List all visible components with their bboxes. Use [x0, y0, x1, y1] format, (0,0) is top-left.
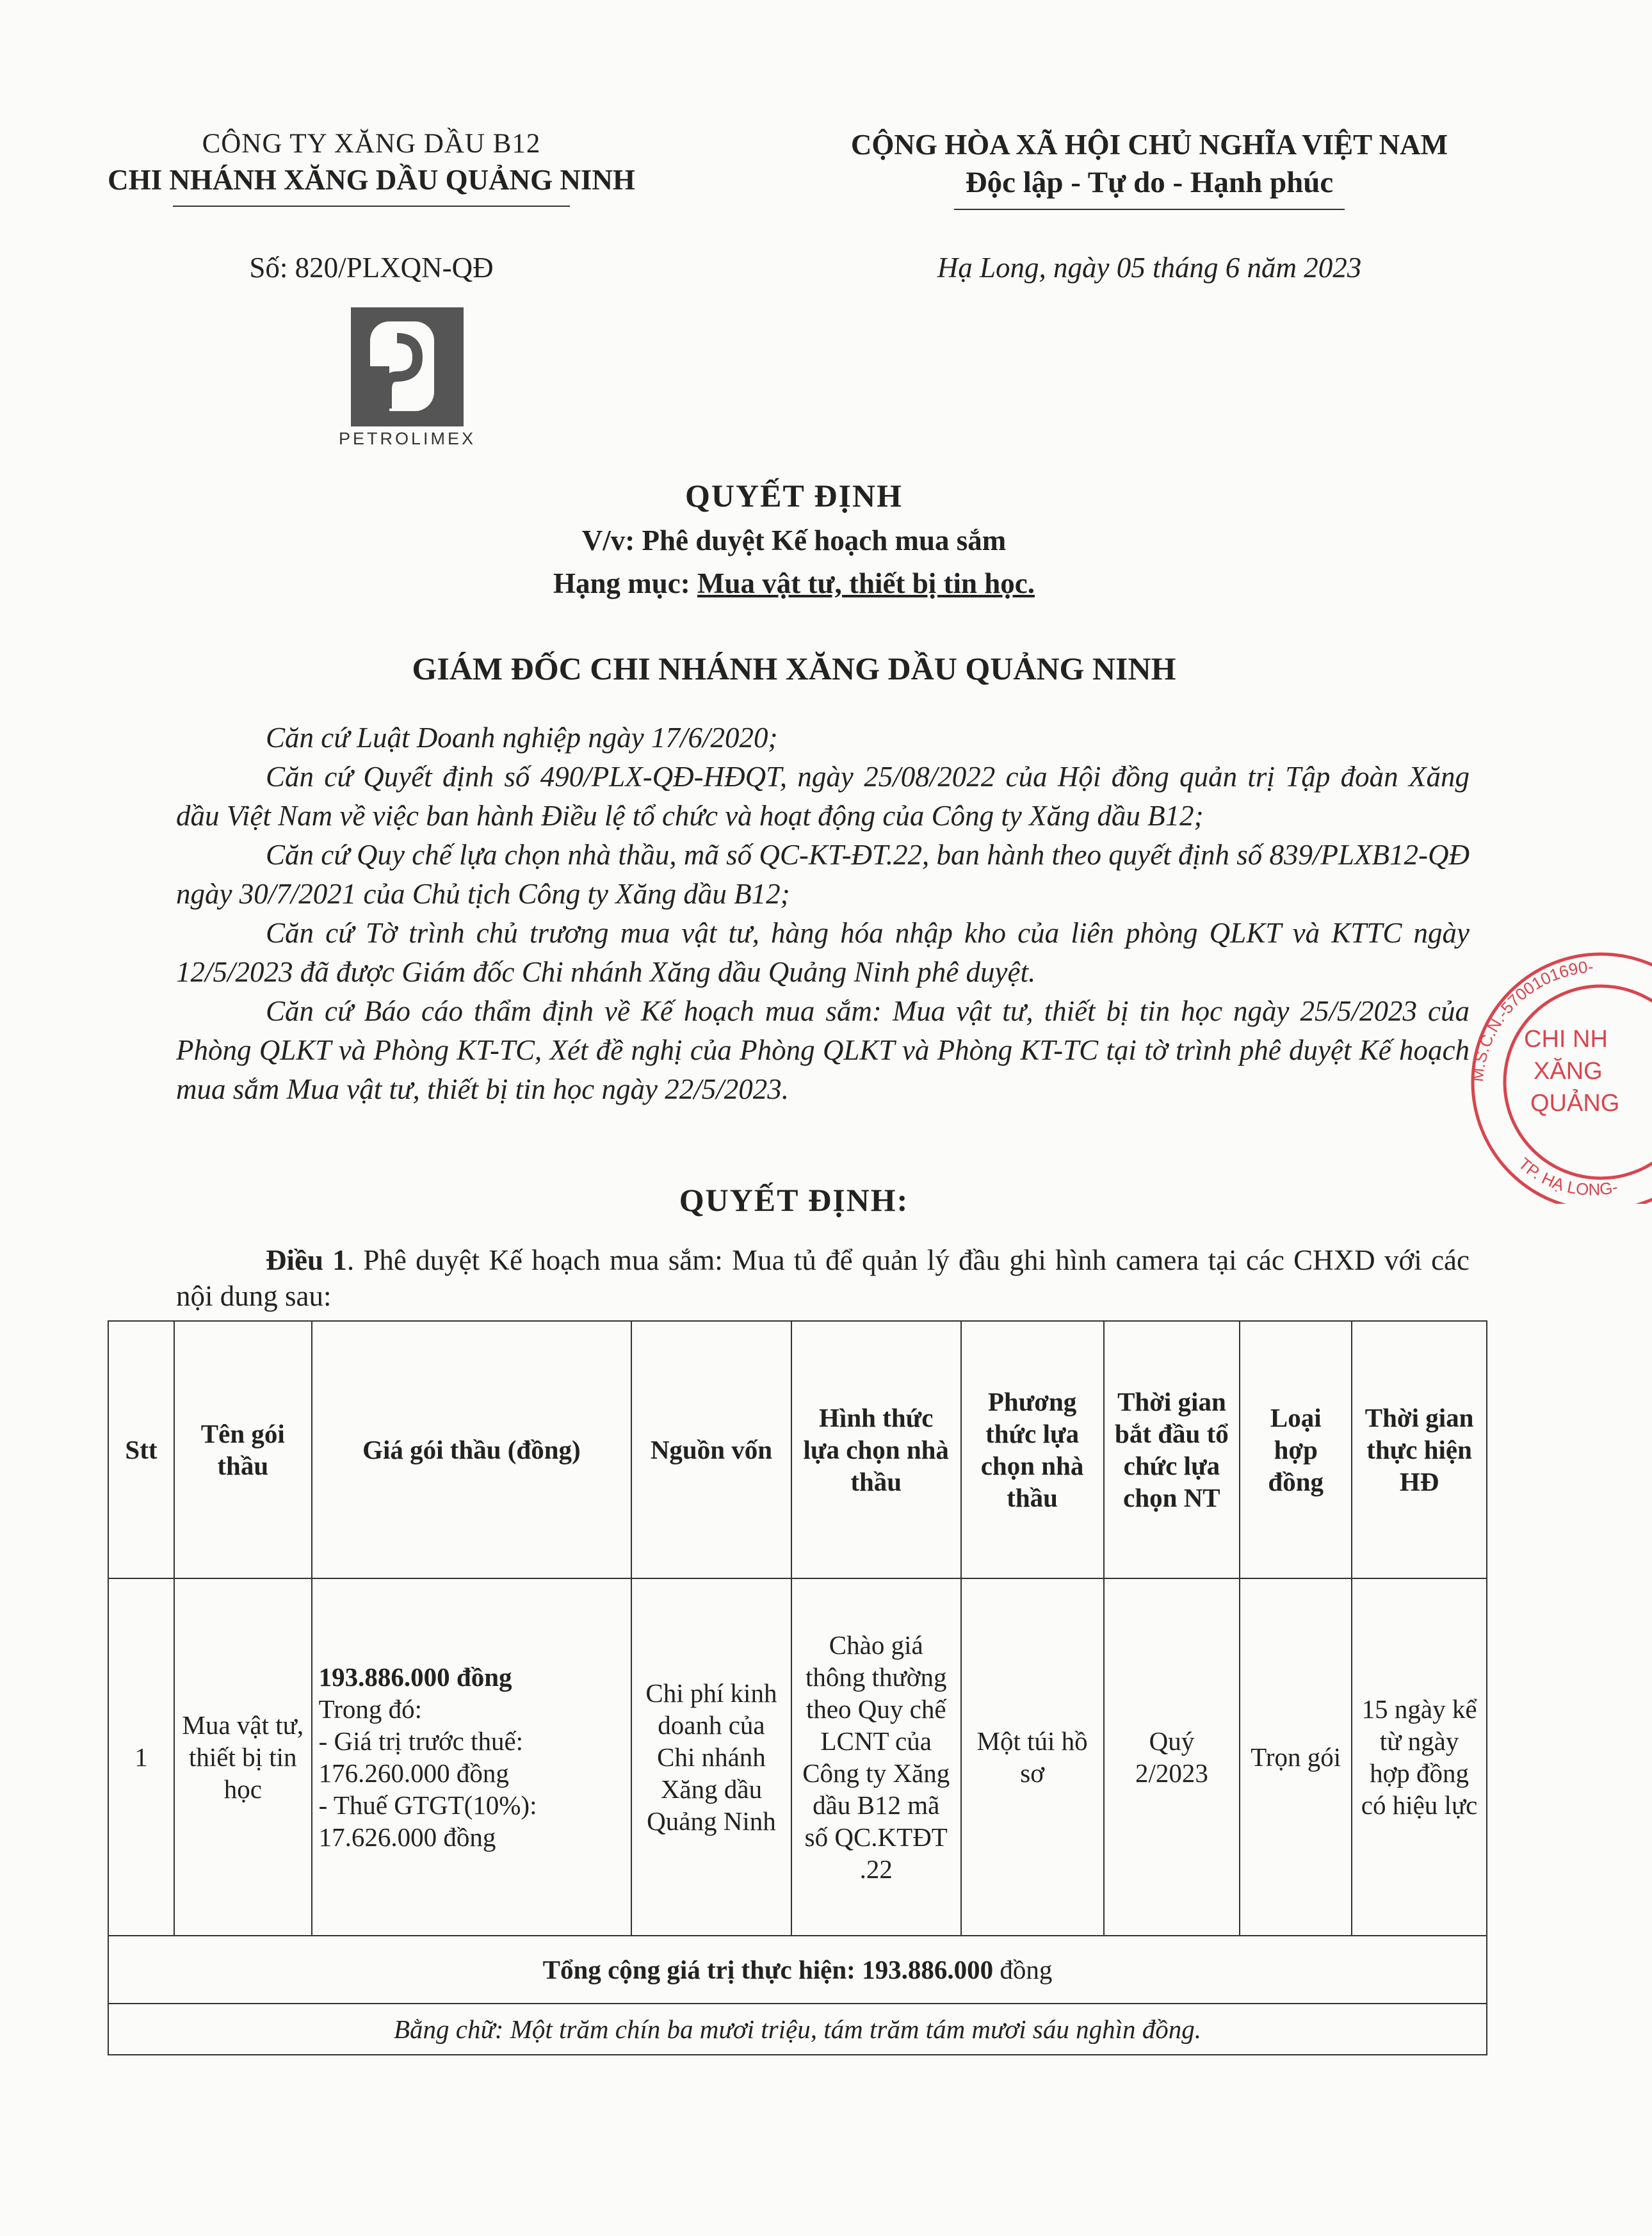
cell-duration: 15 ngày kể từ ngày hợp đồng có hiệu lực: [1352, 1578, 1487, 1936]
basis-paragraph: Căn cứ Luật Doanh nghiệp ngày 17/6/2020;: [266, 722, 778, 754]
basis-paragraph: Căn cứ Quyết định số 490/PLX-QĐ-HĐQT, ngày 25/08/2022 của Hội đồng quản trị Tập đoàn Xăng dầu Việt Nam về việc ban hành Điều lệ tổ chức và hoạt động của Công ty Xăng dầu B12;: [176, 761, 1470, 832]
decision-heading: QUYẾT ĐỊNH:: [679, 1182, 909, 1218]
stamp-line-1: CHI NH: [1524, 1026, 1608, 1053]
place-date: Hạ Long, ngày 05 tháng 6 năm 2023: [937, 252, 1362, 284]
price-vat: - Thuế GTGT(10%): 17.626.000 đồng: [318, 1790, 537, 1852]
total-label: Tổng cộng giá trị thực hiện:: [542, 1955, 862, 1984]
header-left: [70, 128, 672, 207]
logo-text: PETROLIMEX: [338, 429, 476, 448]
in-words-row: [108, 2004, 1487, 2055]
header-selection-form: Hình thức lựa chọn nhà thầu: [791, 1321, 961, 1578]
table-row: [108, 1578, 1487, 1936]
article-1-label: Điều 1: [266, 1244, 347, 1276]
cell-package-name: Mua vật tư, thiết bị tin học: [174, 1578, 312, 1936]
stamp-code: M.S.C.N.-5700101690-: [1467, 957, 1594, 1083]
stamp-city: TP. HẠ LONG-: [1514, 1153, 1620, 1199]
cell-stt: 1: [108, 1578, 174, 1936]
decision-subject: V/v: Phê duyệt Kế hoạch mua sắm: [581, 524, 1007, 556]
article-1-text: . Phê duyệt Kế hoạch mua sắm: Mua tủ để quản lý đầu ghi hình camera tại các CHXD với các nội dung sau:: [176, 1244, 1470, 1312]
director-title: GIÁM ĐỐC CHI NHÁNH XĂNG DẦU QUẢNG NINH: [412, 651, 1176, 686]
header-right: [762, 128, 1537, 210]
stamp-line-3: QUẢNG: [1530, 1090, 1620, 1117]
republic-title: CỘNG HÒA XÃ HỘI CHỦ NGHĨA VIỆT NAM: [850, 129, 1448, 161]
header-right-divider: [954, 209, 1345, 210]
cell-package-price: [312, 1578, 631, 1936]
company-stamp-icon: [1447, 935, 1652, 1204]
header-duration: Thời gian thực hiện HĐ: [1352, 1321, 1487, 1578]
header-funding: Nguồn vốn: [631, 1321, 791, 1578]
price-pretax: - Giá trị trước thuế: 176.260.000 đồng: [318, 1726, 524, 1788]
header-contract-type: Loại hợp đồng: [1240, 1321, 1352, 1578]
in-words-cell: Bằng chữ: Một trăm chín ba mươi triệu, tám trăm tám mươi sáu nghìn đồng.: [108, 2004, 1487, 2055]
cell-contract-type: Trọn gói: [1240, 1578, 1352, 1936]
item-value: Mua vật tư, thiết bị tin học.: [697, 567, 1035, 599]
header-left-divider: [173, 206, 570, 207]
procurement-table: [108, 1320, 1487, 2055]
total-unit: đồng: [993, 1955, 1053, 1984]
basis-section: [176, 718, 1470, 1109]
price-total: 193.886.000 đồng: [318, 1662, 512, 1692]
decision-item: [0, 567, 1588, 600]
basis-paragraph: Căn cứ Quy chế lựa chọn nhà thầu, mã số QC-KT-ĐT.22, ban hành theo quyết định số 839/PLXB12-QĐ ngày 30/7/2021 của Chủ tịch Công ty Xăng dầu B12;: [176, 839, 1470, 910]
article-1: [176, 1242, 1470, 1314]
branch-name: CHI NHÁNH XĂNG DẦU QUẢNG NINH: [108, 164, 635, 196]
header-selection-method: Phương thức lựa chọn nhà thầu: [961, 1321, 1104, 1578]
header-start-time: Thời gian bắt đầu tổ chức lựa chọn NT: [1104, 1321, 1240, 1578]
decision-title: QUYẾT ĐỊNH: [685, 478, 903, 514]
header-package-name: Tên gói thầu: [174, 1321, 312, 1578]
basis-paragraph: Căn cứ Báo cáo thẩm định về Kế hoạch mua sắm: Mua vật tư, thiết bị tin học ngày 25/5/2023 của Phòng QLKT và Phòng KT-TC, Xét đề nghị của Phòng QLKT và Phòng KT-TC tại tờ trình phê duyệt Kế hoạch mua sắm Mua vật tư, thiết bị tin học ngày 22/5/2023.: [176, 995, 1470, 1105]
cell-selection-form: Chào giá thông thường theo Quy chế LCNT của Công ty Xăng dầu B12 mã số QC.KTĐT .22: [791, 1578, 961, 1936]
header-package-price: Giá gói thầu (đồng): [312, 1321, 631, 1578]
cell-selection-method: Một túi hồ sơ: [961, 1578, 1104, 1936]
header-stt: Stt: [108, 1321, 174, 1578]
basis-paragraph: Căn cứ Tờ trình chủ trương mua vật tư, hàng hóa nhập kho của liên phòng QLKT và KTTC ngày 12/5/2023 đã được Giám đốc Chi nhánh Xăng dầu Quảng Ninh phê duyệt.: [176, 917, 1470, 988]
stamp-line-2: XĂNG: [1534, 1058, 1603, 1085]
total-row: [108, 1936, 1487, 2004]
price-detail-label: Trong đó:: [318, 1694, 423, 1724]
table-header-row: [108, 1321, 1487, 1578]
company-name: CÔNG TY XĂNG DẦU B12: [202, 129, 541, 159]
cell-start-time: Quý 2/2023: [1104, 1578, 1240, 1936]
national-motto: Độc lập - Tự do - Hạnh phúc: [965, 166, 1334, 199]
svg-text:TP. HẠ LONG-: [1515, 1154, 1619, 1199]
item-label: Hạng mục:: [553, 567, 697, 599]
total-cell: [108, 1936, 1487, 2004]
petrolimex-logo-icon: [325, 307, 489, 435]
document-number: Số: 820/PLXQN-QĐ: [249, 252, 494, 284]
cell-funding: Chi phí kinh doanh của Chi nhánh Xăng dầu Quảng Ninh: [631, 1578, 791, 1936]
total-value: 193.886.000: [862, 1955, 994, 1984]
